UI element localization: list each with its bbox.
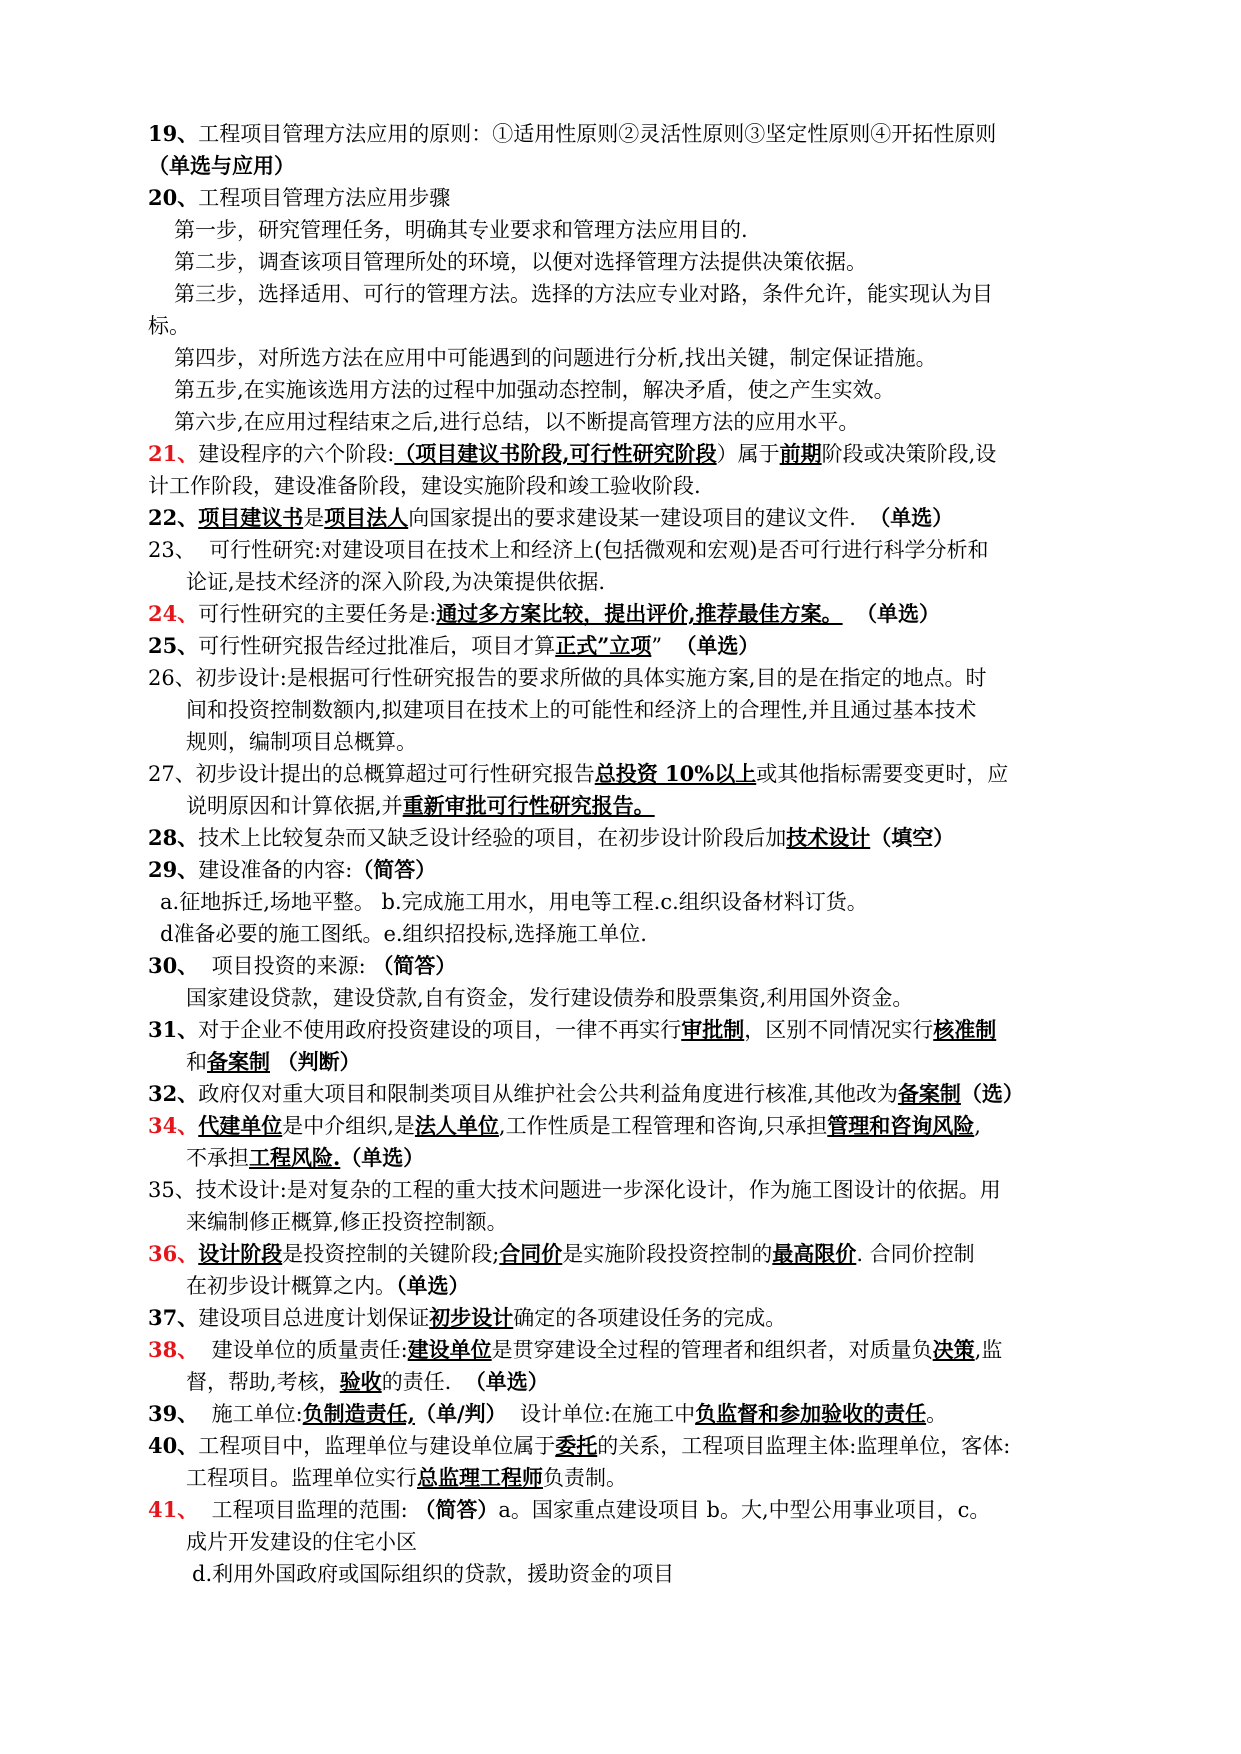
key-term: 验收 xyxy=(339,1369,382,1394)
item-text: 建设程序的六个阶段: xyxy=(198,442,395,466)
item-23-line2: 论证,是技术经济的深入阶段,为决策提供依据. xyxy=(186,570,606,594)
item-number: 27、 xyxy=(148,762,196,786)
item-31-line2 xyxy=(148,1046,1158,1078)
item-41 xyxy=(148,1494,1158,1526)
item-text: . 合同价控制 xyxy=(856,1242,975,1266)
item-text: 工程项目管理方法应用步骤 xyxy=(198,186,451,210)
item-text: 工程项目。监理单位实行 xyxy=(186,1466,417,1490)
item-36-line2 xyxy=(148,1270,1158,1302)
item-text: 不承担 xyxy=(186,1146,249,1170)
item-text: 和 xyxy=(186,1050,207,1074)
item-text: 设计单位:在施工中 xyxy=(520,1402,696,1426)
question-type-tag: （单选） xyxy=(675,633,760,658)
question-type-tag: （单选） xyxy=(464,1369,549,1394)
item-text: 工程项目监理的范围: xyxy=(211,1498,408,1522)
item-37 xyxy=(148,1302,1158,1334)
item-text: 初步设计提出的总概算超过可行性研究报告 xyxy=(195,762,595,786)
question-type-tag: （单选） xyxy=(396,1273,470,1298)
key-term: 备案制 xyxy=(897,1081,961,1106)
item-text: 是 xyxy=(303,506,325,530)
key-term: 重新审批可行性研究报告。 xyxy=(402,793,655,818)
key-term: 代建单位 xyxy=(198,1113,283,1138)
item-text: 督，帮助,考核， xyxy=(186,1370,340,1394)
item-text: 是中介组织,是 xyxy=(282,1114,415,1138)
item-31 xyxy=(148,1014,1158,1046)
item-number: 22、 xyxy=(148,505,199,530)
step-line: 第一步，研究管理任务，明确其专业要求和管理方法应用目的. xyxy=(174,218,748,242)
item-number: 24、 xyxy=(148,601,199,626)
item-number: 23、 xyxy=(148,538,196,562)
key-term: 工程风险. xyxy=(249,1145,341,1170)
item-41-line2: 成片开发建设的住宅小区 xyxy=(186,1530,417,1554)
item-text: 可行性研究的主要任务是: xyxy=(198,602,437,626)
item-34-line2 xyxy=(148,1142,1158,1174)
question-type-tag: （填空） xyxy=(870,825,955,850)
key-term: 合同价 xyxy=(499,1241,563,1266)
item-40-line2 xyxy=(148,1462,1158,1494)
key-term: 决策 xyxy=(932,1337,975,1362)
item-32 xyxy=(148,1078,1158,1110)
item-27 xyxy=(148,758,1158,790)
key-term: 建设单位 xyxy=(407,1337,492,1362)
item-29 xyxy=(148,854,1158,886)
item-26-line2: 间和投资控制数额内,拟建项目在技术上的可能性和经济上的合理性,并且通过基本技术 xyxy=(186,698,977,722)
key-term: 通过多方案比较，提出评价,推荐最佳方案。 xyxy=(436,601,843,626)
key-term: 设计阶段 xyxy=(198,1241,283,1266)
question-type-tag: （单选） xyxy=(340,1145,425,1170)
item-26 xyxy=(148,662,1158,694)
question-type-tag: （简答） xyxy=(372,953,457,978)
step-line: 第二步，调查该项目管理所处的环境，以便对选择管理方法提供决策依据。 xyxy=(174,250,867,274)
item-text: 或其他指标需要变更时，应 xyxy=(756,762,1009,786)
key-term: 法人单位 xyxy=(414,1113,499,1138)
key-term: 审批制 xyxy=(681,1017,745,1042)
key-term: 最高限价 xyxy=(772,1241,857,1266)
item-text: 可行性研究报告经过批准后，项目才算 xyxy=(198,634,556,658)
item-36 xyxy=(148,1238,1158,1270)
key-term: 项目建议书 xyxy=(198,505,304,530)
key-term: 初步设计 xyxy=(429,1305,514,1330)
item-35 xyxy=(148,1174,1158,1206)
key-term: 管理和咨询风险 xyxy=(827,1113,975,1138)
key-term: （项目建议书阶段,可行性研究阶段 xyxy=(394,441,717,466)
item-29-line2: a.征地拆迁,场地平整。 b.完成施工用水，用电等工程.c.组织设备材料订货。 xyxy=(160,890,868,914)
document-page xyxy=(148,118,1158,1590)
step-line: 第三步，选择适用、可行的管理方法。选择的方法应专业对路，条件允许，能实现认为目 xyxy=(174,282,993,306)
item-text: 项目投资的来源: xyxy=(211,954,366,978)
question-type-tag: （单选与应用） xyxy=(148,153,295,178)
question-type-tag: （简答） xyxy=(352,857,437,882)
item-29-line3: d准备必要的施工图纸。e.组织招投标,选择施工单位. xyxy=(160,922,647,946)
item-text: ,工作性质是工程管理和咨询,只承担 xyxy=(498,1114,828,1138)
item-text: 说明原因和计算依据,并 xyxy=(186,794,403,818)
item-text: 技术设计:是对复杂的工程的重大技术问题进一步深化设计，作为施工图设计的依据。用 xyxy=(195,1178,1001,1202)
key-term: 项目法人 xyxy=(324,505,409,530)
step-line: 第五步,在实施该选用方法的过程中加强动态控制，解决矛盾，使之产生实效。 xyxy=(174,378,895,402)
key-term: 负制造责任, xyxy=(302,1401,415,1426)
item-25 xyxy=(148,630,1158,662)
item-text: 。 xyxy=(926,1402,948,1426)
item-number: 19、 xyxy=(148,121,199,146)
item-text: 建设准备的内容: xyxy=(198,858,353,882)
item-text: ” xyxy=(651,634,663,658)
key-term: 正式”立项 xyxy=(555,633,652,658)
item-text: 确定的各项建设任务的完成。 xyxy=(513,1306,787,1330)
item-text: 建设项目总进度计划保证 xyxy=(198,1306,430,1330)
question-type-tag: （单选） xyxy=(855,601,940,626)
item-number: 28、 xyxy=(148,825,199,850)
item-text: 的责任. xyxy=(381,1370,452,1394)
item-text: 施工单位: xyxy=(211,1402,303,1426)
item-38 xyxy=(148,1334,1158,1366)
item-number: 34、 xyxy=(148,1113,199,1138)
item-number: 20、 xyxy=(148,185,199,210)
item-41-line3: d.利用外国政府或国际组织的贷款，援助资金的项目 xyxy=(192,1562,675,1586)
item-30 xyxy=(148,950,1158,982)
item-text: ，区别不同情况实行 xyxy=(744,1018,934,1042)
item-text: 政府仅对重大项目和限制类项目从维护社会公共利益角度进行核准,其他改为 xyxy=(198,1082,898,1106)
item-35-line2: 来编制修正概算,修正投资控制额。 xyxy=(186,1210,508,1234)
item-20 xyxy=(148,182,1158,214)
item-number: 39、 xyxy=(148,1401,199,1426)
item-21-line2: 计工作阶段，建设准备阶段，建设实施阶段和竣工验收阶段. xyxy=(148,474,701,498)
item-text: 可行性研究:对建设项目在技术上和经济上(包括微观和宏观)是否可行进行科学分析和 xyxy=(209,538,989,562)
key-term: 前期 xyxy=(779,441,822,466)
item-text: 对于企业不使用政府投资建设的项目，一律不再实行 xyxy=(198,1018,682,1042)
item-19-tag-line xyxy=(148,150,1158,182)
item-28 xyxy=(148,822,1158,854)
item-number: 37、 xyxy=(148,1305,199,1330)
item-number: 31、 xyxy=(148,1017,199,1042)
item-26-line3: 规则，编制项目总概算。 xyxy=(186,730,417,754)
key-term: 核准制 xyxy=(933,1017,997,1042)
item-23 xyxy=(148,534,1158,566)
item-21 xyxy=(148,438,1158,470)
question-type-tag: （简答） xyxy=(414,1497,499,1522)
key-term: 技术设计 xyxy=(786,825,871,850)
item-number: 35、 xyxy=(148,1178,196,1202)
item-text: ）属于 xyxy=(716,442,780,466)
key-term: 委托 xyxy=(555,1433,598,1458)
item-30-line2: 国家建设贷款，建设贷款,自有资金，发行建设债券和股票集资,利用国外资金。 xyxy=(186,986,914,1010)
item-34 xyxy=(148,1110,1158,1142)
item-number: 40、 xyxy=(148,1433,199,1458)
item-text: 负责制。 xyxy=(543,1466,627,1490)
item-number: 41、 xyxy=(148,1497,199,1522)
item-text: 工程项目管理方法应用的原则：①适用性原则②灵活性原则③坚定性原则④开拓性原则 xyxy=(198,122,997,146)
item-text: 向国家提出的要求建设某一建设项目的建议文件. xyxy=(408,506,856,530)
question-type-tag: （单/判） xyxy=(414,1401,507,1426)
item-number: 36、 xyxy=(148,1241,199,1266)
item-number: 29、 xyxy=(148,857,199,882)
item-text: 阶段或决策阶段,设 xyxy=(821,442,997,466)
item-text: , xyxy=(974,1114,981,1138)
item-19 xyxy=(148,118,1158,150)
item-text: ,监 xyxy=(974,1338,1003,1362)
item-22 xyxy=(148,502,1158,534)
item-text: a。国家重点建设项目 b。大,中型公用事业项目，c。 xyxy=(498,1498,991,1522)
item-text: 是投资控制的关键阶段; xyxy=(282,1242,500,1266)
item-number: 25、 xyxy=(148,633,199,658)
item-text: 工程项目中，监理单位与建设单位属于 xyxy=(198,1434,556,1458)
key-term: 总投资 10%以上 xyxy=(594,761,757,786)
item-number: 21、 xyxy=(148,441,199,466)
item-text: 技术上比较复杂而又缺乏设计经验的项目，在初步设计阶段后加 xyxy=(198,826,787,850)
step-line: 第四步，对所选方法在应用中可能遇到的问题进行分析,找出关键，制定保证措施。 xyxy=(174,346,937,370)
item-text: 建设单位的质量责任: xyxy=(211,1338,408,1362)
item-text: 初步设计:是根据可行性研究报告的要求所做的具体实施方案,目的是在指定的地点。时 xyxy=(195,666,987,690)
item-text: 的关系，工程项目监理主体:监理单位，客体: xyxy=(597,1434,1011,1458)
step-line-wrap: 标。 xyxy=(148,314,190,338)
item-text: 在初步设计概算之内。 xyxy=(186,1274,396,1298)
key-term: 总监理工程师 xyxy=(417,1465,543,1490)
item-38-line2 xyxy=(148,1366,1158,1398)
item-text: 是实施阶段投资控制的 xyxy=(562,1242,773,1266)
question-type-tag: （判断） xyxy=(276,1049,361,1074)
step-line: 第六步,在应用过程结束之后,进行总结，以不断提高管理方法的应用水平。 xyxy=(174,410,860,434)
item-39 xyxy=(148,1398,1158,1430)
item-40 xyxy=(148,1430,1158,1462)
item-number: 38、 xyxy=(148,1337,199,1362)
item-number: 26、 xyxy=(148,666,196,690)
key-term: 负监督和参加验收的责任 xyxy=(695,1401,927,1426)
item-27-line2 xyxy=(148,790,1158,822)
question-type-tag: （单选） xyxy=(869,505,954,530)
item-text: 是贯穿建设全过程的管理者和组织者，对质量负 xyxy=(491,1338,933,1362)
item-number: 30、 xyxy=(148,953,199,978)
question-type-tag: （选） xyxy=(960,1081,1024,1106)
key-term: 备案制 xyxy=(207,1049,270,1074)
item-24 xyxy=(148,598,1158,630)
item-number: 32、 xyxy=(148,1081,199,1106)
